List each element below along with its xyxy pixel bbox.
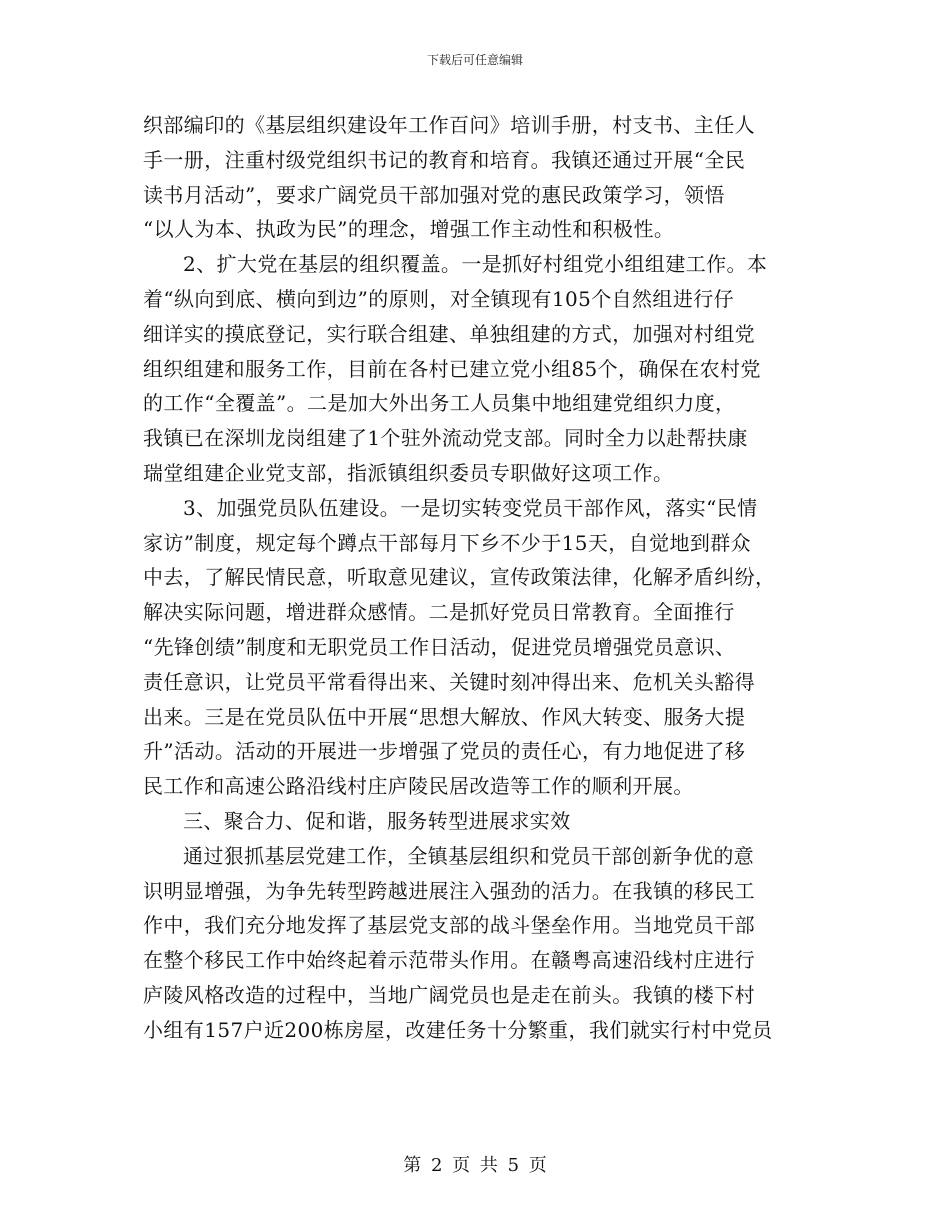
- text-line: 民工作和高速公路沿线村庄庐陵民居改造等工作的顺利开展。: [143, 774, 694, 799]
- text-line: 识明显增强，为争先转型跨越进展注入强劲的活力。在我镇的移民工: [143, 878, 755, 903]
- text-line: 手一册，注重村级党组织书记的教育和培育。我镇还通过开展“全民: [143, 147, 746, 172]
- text-line: 出来。三是在党员队伍中开展“思想大解放、作风大转变、服务大提: [143, 704, 746, 729]
- text-line: 作中，我们充分地发挥了基层党支部的战斗堡垒作用。当地党员干部: [143, 913, 755, 938]
- text-line: 细详实的摸底登记，实行联合组建、单独组建的方式，加强对村组党: [143, 321, 755, 346]
- text-line: 责任意识，让党员平常看得出来、关键时刻冲得出来、危机关头豁得: [143, 669, 755, 694]
- text-line: “先锋创绩”制度和无职党员工作日活动，促进党员增强党员意识、: [143, 634, 736, 659]
- text-line: 升”活动。活动的开展进一步增强了党员的责任心，有力地促进了移: [143, 739, 746, 764]
- text-line: 着“纵向到底、横向到边”的原则，对全镇现有105个自然组进行仔: [143, 286, 735, 311]
- text-line: 我镇已在深圳龙岗组建了1个驻外流动党支部。同时全力以赴帮扶康: [143, 426, 748, 451]
- text-line: 解决实际问题，增进群众感情。二是抓好党员日常教育。全面推行: [143, 600, 735, 625]
- text-line: 在整个移民工作中始终起着示范带头作用。在赣粤高速沿线村庄进行: [143, 948, 755, 973]
- text-line: 小组有157户近200栋房屋，改建任务十分繁重，我们就实行村中党员: [143, 1017, 773, 1042]
- text-line: 庐陵风格改造的过程中，当地广阔党员也是走在前头。我镇的楼下村: [143, 982, 755, 1007]
- text-line: “以人为本、执政为民”的理念，增强工作主动性和积极性。: [143, 217, 675, 242]
- document-body: [143, 108, 810, 1048]
- text-line: 的工作“全覆盖”。二是加大外出务工人员集中地组建党组织力度，: [143, 391, 736, 416]
- section-heading: 三、聚合力、促和谐，服务转型进展求实效: [183, 808, 571, 833]
- text-line: 组织组建和服务工作，目前在各村已建立党小组85个，确保在农村党: [143, 356, 761, 381]
- paragraph-first-line: 2、扩大党在基层的组织覆盖。一是抓好村组党小组组建工作。本: [183, 252, 768, 277]
- text-line: 家访”制度，规定每个蹲点干部每月下乡不少于15天，自觉地到群众: [143, 530, 752, 555]
- paragraph-first-line: 通过狠抓基层党建工作，全镇基层组织和党员干部创新争优的意: [183, 843, 755, 868]
- page-footer: 第 2 页 共 5 页: [403, 1155, 547, 1176]
- paragraph-first-line: 3、加强党员队伍建设。一是切实转变党员干部作风，落实“民情: [183, 495, 758, 520]
- text-line: 瑞堂组建企业党支部，指派镇组织委员专职做好这项工作。: [143, 460, 674, 485]
- text-line: 织部编印的《基层组织建设年工作百问》培训手册，村支书、主任人: [143, 113, 755, 137]
- text-line: 读书月活动”，要求广阔党员干部加强对党的惠民政策学习，领悟: [143, 182, 725, 207]
- text-line: 中去，了解民情民意，听取意见建议，宣传政策法律，化解矛盾纠纷，: [143, 565, 776, 590]
- page-header: 下载后可任意编辑: [426, 53, 523, 67]
